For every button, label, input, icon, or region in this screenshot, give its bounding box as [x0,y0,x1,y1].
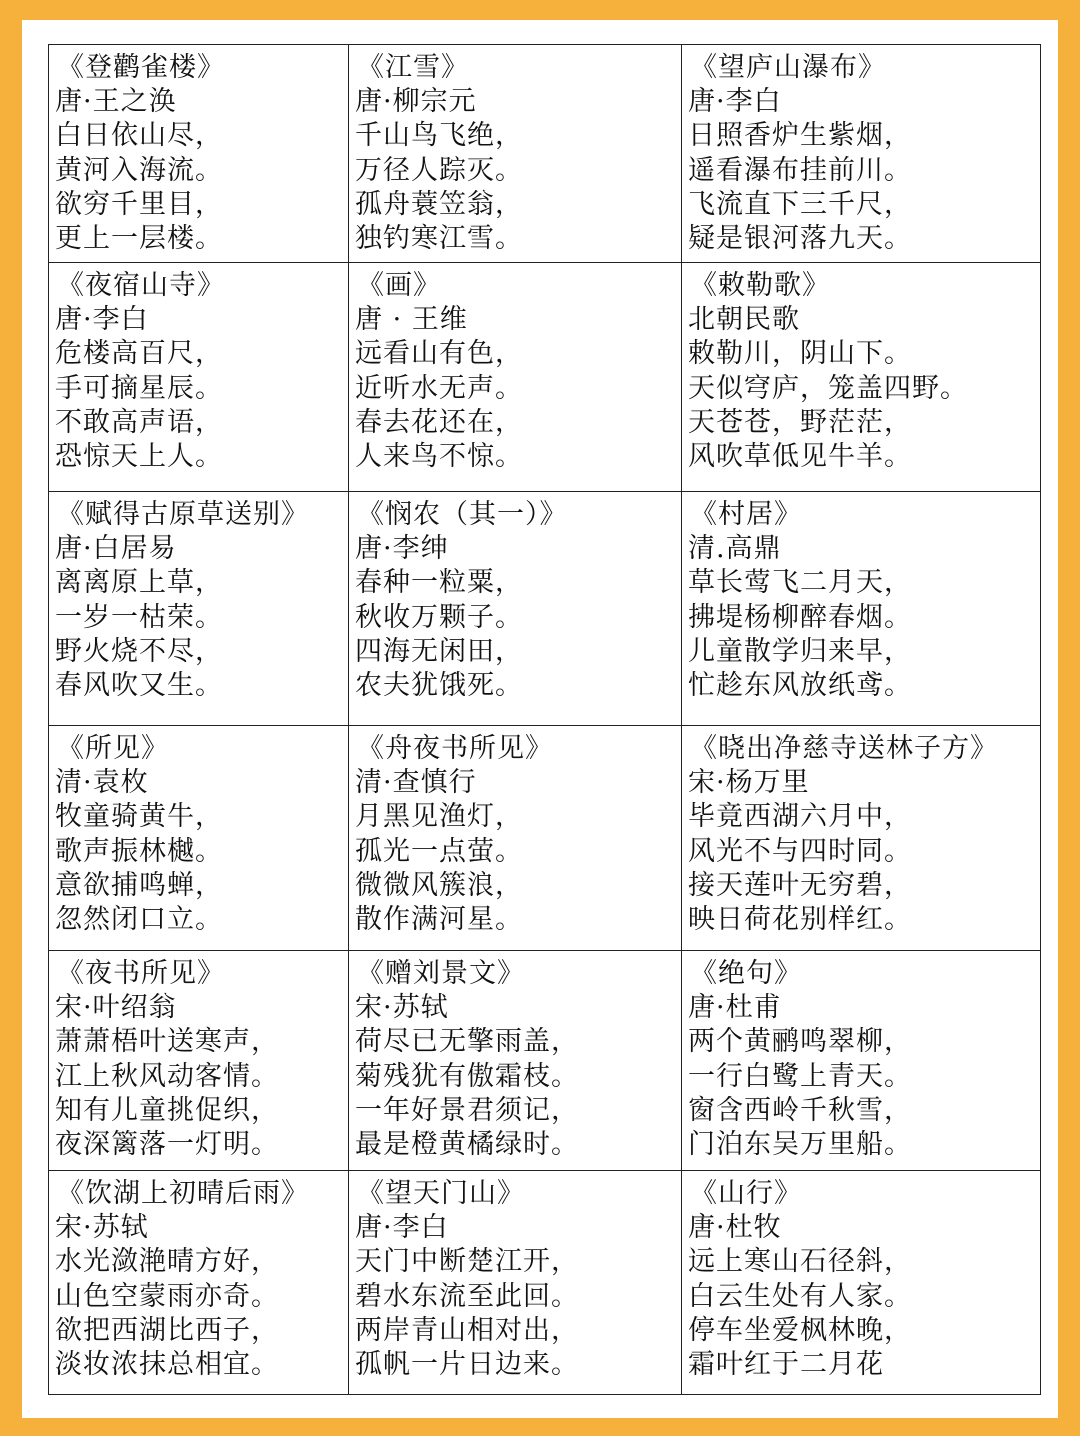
poem-line: 一岁一枯荣。 [55,601,223,633]
poem-cell [682,492,1041,726]
poem-title: 《绝句》 [690,958,802,989]
poem-author: 宋·叶绍翁 [55,992,177,1024]
poem-title: 《望庐山瀑布》 [690,52,886,83]
poem-line: 停车坐爱枫林晚， [688,1314,912,1346]
poem-table [48,44,1041,1395]
poem-line: 人来鸟不惊。 [355,441,523,473]
poem-line: 月黑见渔灯， [355,801,523,833]
poem-line: 菊残犹有傲霜枝。 [355,1060,579,1092]
poem-cell [349,263,682,492]
poem-row [49,263,1041,492]
poem-line: 近听水无声。 [355,372,523,404]
poem-cell [349,1171,682,1395]
poem-author: 清·袁枚 [55,767,149,799]
poem-line: 天苍苍，野茫茫， [688,406,912,438]
poem-title: 《敕勒歌》 [690,270,830,301]
poem-cell [682,263,1041,492]
poem-line: 两岸青山相对出， [355,1314,579,1346]
poem-line: 牧童骑黄牛， [55,801,223,833]
poem-line: 更上一层楼。 [55,223,223,255]
poem-title: 《晓出净慈寺送林子方》 [690,733,998,764]
poem-author: 唐·柳宗元 [355,86,477,118]
poem-cell [49,45,349,263]
poem-line: 野火烧不尽， [55,635,223,667]
poem-line: 忙趁东风放纸鸢。 [688,670,912,702]
poem-line: 遥看瀑布挂前川。 [688,154,912,186]
poem-line: 夜深篱落一灯明。 [55,1129,279,1161]
poem-line: 霜叶红于二月花 [688,1349,884,1381]
poem-title: 《江雪》 [357,52,469,83]
poem-cell [49,492,349,726]
poem-line: 映日荷花别样红。 [688,904,912,936]
poem-row [49,492,1041,726]
poem-line: 独钓寒江雪。 [355,223,523,255]
poem-author: 北朝民歌 [688,304,800,336]
poem-line: 意欲捕鸣蝉， [55,869,223,901]
poem-title: 《夜宿山寺》 [57,270,225,301]
poem-line: 农夫犹饿死。 [355,670,523,702]
poem-line: 春风吹又生。 [55,670,223,702]
poem-author: 宋·苏轼 [55,1212,149,1244]
poem-line: 天门中断楚江开， [355,1246,579,1278]
poem-row [49,726,1041,951]
poem-author: 唐·王之涣 [55,86,177,118]
poem-author: 唐·杜甫 [688,992,782,1024]
poem-line: 孤帆一片日边来。 [355,1349,579,1381]
poem-row [49,951,1041,1171]
poem-line: 最是橙黄橘绿时。 [355,1129,579,1161]
poem-line: 风吹草低见牛羊。 [688,441,912,473]
poem-title: 《望天门山》 [357,1178,525,1209]
poem-line: 黄河入海流。 [55,154,223,186]
poem-line: 日照香炉生紫烟， [688,120,912,152]
poem-title: 《舟夜书所见》 [357,733,553,764]
poem-author: 唐·李绅 [355,533,449,565]
poem-line: 疑是银河落九天。 [688,223,912,255]
poem-cell [682,1171,1041,1395]
poem-author: 清.高鼎 [688,533,782,565]
poem-title: 《画》 [357,270,441,301]
poem-line: 窗含西岭千秋雪， [688,1094,912,1126]
poem-cell [682,951,1041,1171]
poem-cell [49,1171,349,1395]
poem-line: 萧萧梧叶送寒声， [55,1026,279,1058]
poem-row [49,45,1041,263]
poem-cell [49,263,349,492]
poem-line: 手可摘星辰。 [55,372,223,404]
poem-line: 敕勒川，阴山下。 [688,338,912,370]
poem-title: 《赠刘景文》 [357,958,525,989]
poem-line: 江上秋风动客情。 [55,1060,279,1092]
poem-line: 春去花还在， [355,406,523,438]
poem-author: 唐·李白 [355,1212,449,1244]
poem-line: 白日依山尽， [55,120,223,152]
poem-line: 白云生处有人家。 [688,1280,912,1312]
poem-line: 秋收万颗子。 [355,601,523,633]
poem-line: 散作满河星。 [355,904,523,936]
poem-line: 天似穹庐，笼盖四野。 [688,372,968,404]
poem-line: 儿童散学归来早， [688,635,912,667]
poem-line: 四海无闲田， [355,635,523,667]
poem-line: 荷尽已无擎雨盖， [355,1026,579,1058]
poem-line: 风光不与四时同。 [688,835,912,867]
poem-author: 宋·苏轼 [355,992,449,1024]
poem-line: 千山鸟飞绝， [355,120,523,152]
poem-title: 《饮湖上初晴后雨》 [57,1178,309,1209]
poem-cell [349,492,682,726]
poem-title: 《村居》 [690,499,802,530]
poem-line: 接天莲叶无穷碧， [688,869,912,901]
poem-line: 拂堤杨柳醉春烟。 [688,601,912,633]
poem-line: 忽然闭口立。 [55,904,223,936]
poem-title: 《所见》 [57,733,169,764]
poem-author: 唐·杜牧 [688,1212,782,1244]
poem-line: 危楼高百尺， [55,338,223,370]
poem-line: 欲把西湖比西子， [55,1314,279,1346]
poem-line: 春种一粒粟， [355,567,523,599]
poem-author: 唐·李白 [55,304,149,336]
poem-line: 微微风簇浪， [355,869,523,901]
poem-line: 远看山有色， [355,338,523,370]
poem-line: 万径人踪灭。 [355,154,523,186]
poem-line: 孤光一点萤。 [355,835,523,867]
poem-line: 淡妆浓抹总相宜。 [55,1349,279,1381]
poem-line: 知有儿童挑促织， [55,1094,279,1126]
poem-line: 门泊东吴万里船。 [688,1129,912,1161]
poem-line: 毕竟西湖六月中， [688,801,912,833]
poem-cell [682,45,1041,263]
poem-line: 草长莺飞二月天， [688,567,912,599]
poem-author: 唐 · 王维 [355,304,468,336]
poem-cell [349,951,682,1171]
poem-line: 远上寒山石径斜， [688,1246,912,1278]
poem-author: 唐·李白 [688,86,782,118]
poem-line: 欲穷千里目， [55,188,223,220]
poem-cell [682,726,1041,951]
poem-title: 《夜书所见》 [57,958,225,989]
poem-line: 一年好景君须记， [355,1094,579,1126]
poem-line: 歌声振林樾。 [55,835,223,867]
poem-line: 一行白鹭上青天。 [688,1060,912,1092]
poem-cell [49,951,349,1171]
poem-title: 《山行》 [690,1178,802,1209]
poem-cell [349,726,682,951]
poem-line: 恐惊天上人。 [55,441,223,473]
poem-cell [49,726,349,951]
poem-author: 清·查慎行 [355,767,477,799]
poem-line: 山色空蒙雨亦奇。 [55,1280,279,1312]
poem-line: 碧水东流至此回。 [355,1280,579,1312]
poem-title: 《赋得古原草送别》 [57,499,309,530]
poem-cell [349,45,682,263]
poem-author: 唐·白居易 [55,533,177,565]
poem-line: 不敢高声语， [55,406,223,438]
poem-row [49,1171,1041,1395]
poem-table-body [49,45,1041,1395]
poem-line: 孤舟蓑笠翁， [355,188,523,220]
poem-line: 飞流直下三千尺， [688,188,912,220]
poem-line: 水光潋滟晴方好， [55,1246,279,1278]
poem-line: 离离原上草， [55,567,223,599]
poem-title: 《悯农（其一）》 [357,499,568,530]
poem-line: 两个黄鹂鸣翠柳， [688,1026,912,1058]
poem-title: 《登鹳雀楼》 [57,52,225,83]
poem-author: 宋·杨万里 [688,767,810,799]
